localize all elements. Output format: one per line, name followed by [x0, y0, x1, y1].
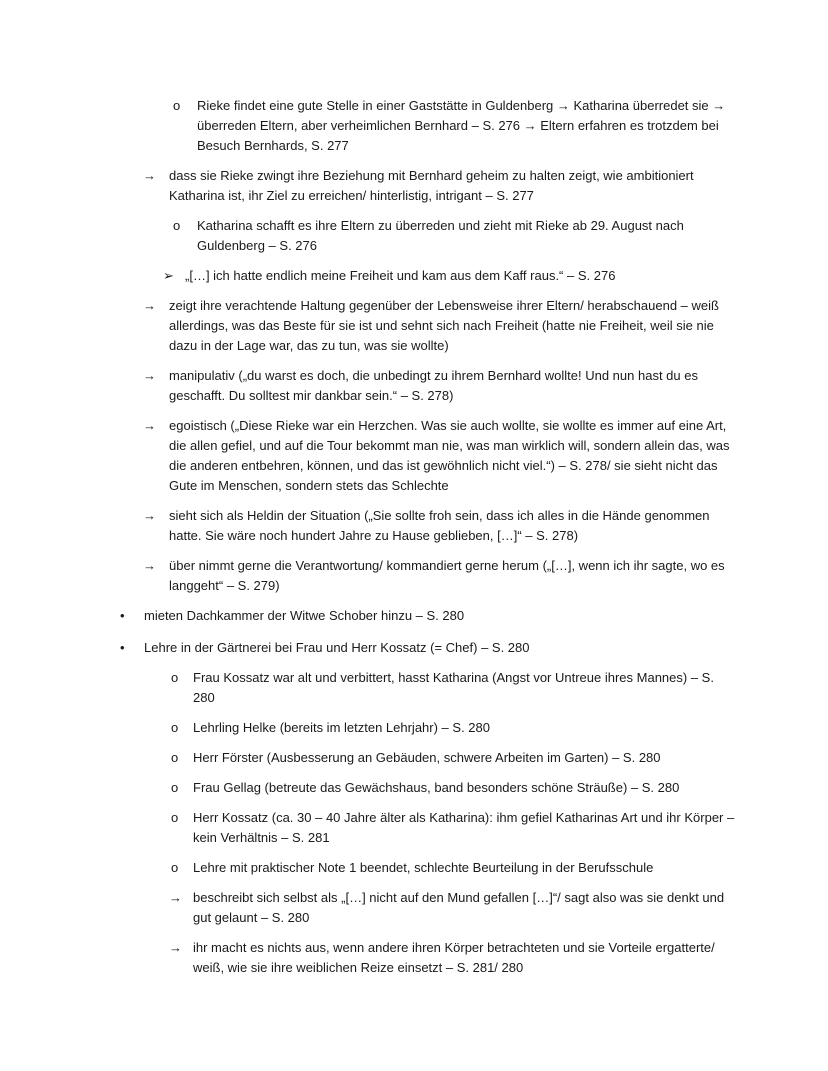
list-item	[169, 888, 738, 928]
circle-bullet-icon: o	[171, 780, 179, 795]
list-item	[163, 266, 735, 286]
item-text: Herr Förster (Ausbesserung an Gebäuden, schwere Arbeiten im Garten) – S. 280	[193, 750, 661, 765]
list-item	[120, 638, 744, 658]
item-text: Rieke findet eine gute Stelle in einer Gaststätte in Guldenberg → Katharina überredet sie → überreden Eltern, aber verheimlichen Bernhard – S. 276 → Eltern erfahren es trotzdem bei Besuch Bernhards, S. 277	[197, 98, 726, 153]
list-item	[173, 96, 737, 156]
item-text: Katharina schafft es ihre Eltern zu überreden und zieht mit Rieke ab 29. August nach Guldenberg – S. 276	[197, 218, 684, 253]
item-text: manipulativ („du warst es doch, die unbedingt zu ihrem Bernhard wollte! Und nun hast du es geschafft. Du solltest mir dankbar sein.“ – S. 278)	[169, 368, 698, 403]
list-item	[143, 366, 735, 406]
list-item	[171, 668, 738, 708]
list-item	[173, 216, 737, 256]
item-text: sieht sich als Heldin der Situation („Sie sollte froh sein, dass ich alles in die Hände genommen hatte. Sie wäre noch hundert Jahre zu Hause geblieben, […]“ – S. 278)	[169, 508, 710, 543]
list-item	[143, 166, 735, 206]
circle-bullet-icon: o	[171, 860, 179, 875]
item-text: beschreibt sich selbst als „[…] nicht auf den Mund gefallen […]“/ sagt also was sie denkt und gut gelaunt – S. 280	[193, 890, 725, 925]
circle-bullet-icon: o	[171, 720, 179, 735]
item-text: zeigt ihre verachtende Haltung gegenüber der Lebensweise ihrer Eltern/ herabschauend – weiß allerdings, was das Beste für sie ist und sehnt sich nach Freiheit (hatte nie Freiheit, weil sie nie dazu in der Lage war, das zu tun, was sie wollte)	[169, 298, 719, 353]
list-item	[143, 556, 735, 596]
circle-bullet-icon: o	[173, 218, 181, 233]
item-text: „[…] ich hatte endlich meine Freiheit und kam aus dem Kaff raus.“ – S. 276	[185, 268, 616, 283]
arrow-icon: →	[169, 890, 182, 905]
item-text: Lehrling Helke (bereits im letzten Lehrjahr) – S. 280	[193, 720, 490, 735]
item-text: Frau Kossatz war alt und verbittert, hasst Katharina (Angst vor Untreue ihres Mannes) – S. 280	[193, 670, 714, 705]
item-text: über nimmt gerne die Verantwortung/ kommandiert gerne herum („[…], wenn ich ihr sagte, wo es langgeht“ – S. 279)	[169, 558, 725, 593]
item-text: dass sie Rieke zwingt ihre Beziehung mit Bernhard geheim zu halten zeigt, wie ambitioniert Katharina ist, ihr Ziel zu erreichen/ hinterlistig, intrigant – S. 277	[169, 168, 694, 203]
arrow-icon: →	[143, 368, 156, 383]
item-text: mieten Dachkammer der Witwe Schober hinzu – S. 280	[144, 608, 465, 623]
arrow-icon: →	[143, 418, 156, 433]
circle-bullet-icon: o	[171, 670, 179, 685]
list-item	[171, 858, 738, 878]
list-item	[143, 296, 735, 356]
item-text: Herr Kossatz (ca. 30 – 40 Jahre älter als Katharina): ihm gefiel Katharinas Art und ihr Körper – kein Verhältnis – S. 281	[193, 810, 735, 845]
arrowhead-bullet-icon: ➢	[163, 268, 174, 283]
list-item	[169, 938, 738, 978]
item-text: egoistisch („Diese Rieke war ein Herzchen. Was sie auch wollte, sie wollte es immer auf eine Art, die allen gefiel, und auf die Tour bekommt man nie, was man wirklich will, sondern allein das, was die anderen entbehren, können, und das ist gewöhnlich nicht viel.“) – S. 278/ sie sieht nicht das Gute im Menschen, sondern stets das Schlechte	[169, 418, 730, 493]
circle-bullet-icon: o	[171, 750, 179, 765]
item-text: ihr macht es nichts aus, wenn andere ihren Körper betrachteten und sie Vorteile ergatterte/ weiß, wie sie ihre weiblichen Reize einsetzt – S. 281/ 280	[193, 940, 715, 975]
list-item	[171, 718, 738, 738]
list-item	[143, 506, 735, 546]
circle-bullet-icon: o	[173, 98, 181, 113]
item-text: Frau Gellag (betreute das Gewächshaus, band besonders schöne Sträuße) – S. 280	[193, 780, 680, 795]
arrow-icon: →	[169, 940, 182, 955]
item-text: Lehre mit praktischer Note 1 beendet, schlechte Beurteilung in der Berufsschule	[193, 860, 654, 875]
list-item	[171, 748, 738, 768]
list-item	[171, 808, 738, 848]
item-text: Lehre in der Gärtnerei bei Frau und Herr Kossatz (= Chef) – S. 280	[144, 640, 530, 655]
arrow-icon: →	[143, 558, 156, 573]
arrow-icon: →	[143, 298, 156, 313]
arrow-icon: →	[143, 168, 156, 183]
list-item	[120, 606, 744, 626]
list-item	[143, 416, 735, 496]
list-item	[171, 778, 738, 798]
dot-bullet-icon: •	[120, 608, 125, 623]
dot-bullet-icon: •	[120, 640, 125, 655]
arrow-icon: →	[143, 508, 156, 523]
circle-bullet-icon: o	[171, 810, 179, 825]
